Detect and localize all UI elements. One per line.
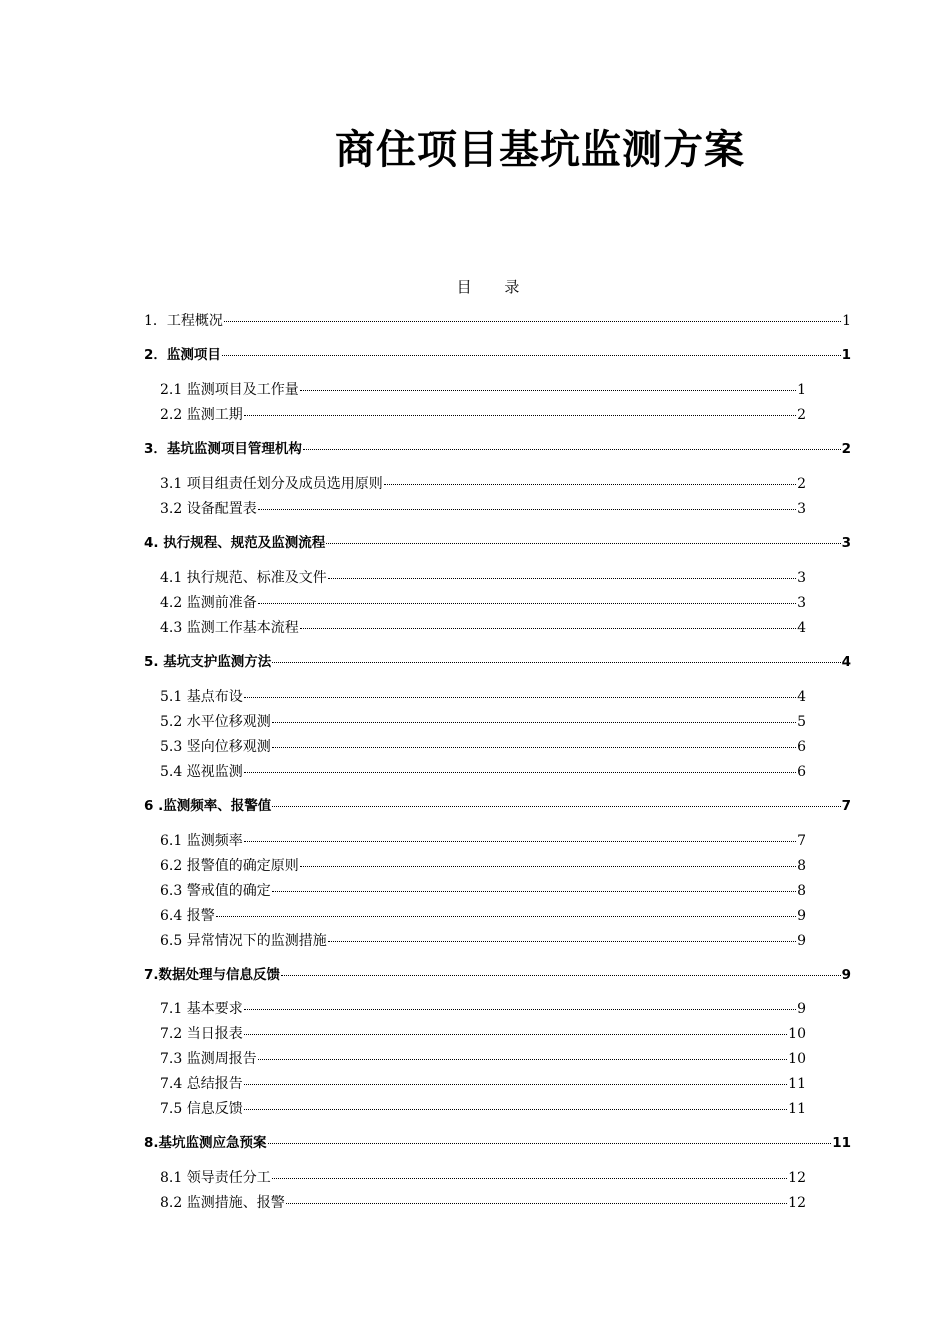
toc-subentry[interactable] xyxy=(160,618,806,638)
toc-page-number: 3 xyxy=(797,595,806,611)
toc-entry-label: 2.2 监测工期 xyxy=(160,407,243,423)
toc-leader-dots xyxy=(244,772,796,773)
toc-leader-dots xyxy=(272,662,840,663)
toc-leader-dots xyxy=(224,321,841,322)
toc-subentry[interactable] xyxy=(160,474,806,494)
toc-page-number: 1 xyxy=(841,347,851,363)
toc-page-number: 10 xyxy=(788,1051,806,1067)
toc-page-number: 8 xyxy=(797,858,806,874)
toc-page-number: 2 xyxy=(797,476,806,492)
toc-leader-dots xyxy=(258,509,796,510)
toc-subentry[interactable] xyxy=(160,1049,806,1069)
document-title: 商住项目基坑监测方案 xyxy=(335,127,745,173)
toc-entry-label: 3.1 项目组责任划分及成员选用原则 xyxy=(160,476,383,492)
toc-page-number: 11 xyxy=(832,1135,851,1151)
toc-subentry[interactable] xyxy=(160,931,806,951)
toc-page-number: 6 xyxy=(797,739,806,755)
toc-subentry[interactable] xyxy=(160,1099,806,1119)
toc-leader-dots xyxy=(326,543,840,544)
toc-leader-dots xyxy=(300,628,796,629)
toc-entry-label: 4.3 监测工作基本流程 xyxy=(160,620,299,636)
toc-subentry[interactable] xyxy=(160,1168,806,1188)
toc-leader-dots xyxy=(272,722,796,723)
toc-entry[interactable] xyxy=(144,796,851,816)
toc-leader-dots xyxy=(216,916,796,917)
toc-subentry[interactable] xyxy=(160,687,806,707)
toc-entry-label: 2．监测项目 xyxy=(144,347,221,363)
toc-page-number: 1 xyxy=(797,382,806,398)
toc-page-number: 7 xyxy=(797,833,806,849)
toc-page-number: 1 xyxy=(842,313,851,329)
toc-entry-label: 7.3 监测周报告 xyxy=(160,1051,257,1067)
toc-heading: 目 录 xyxy=(456,278,534,296)
toc-subentry[interactable] xyxy=(160,405,806,425)
toc-page-number: 3 xyxy=(797,501,806,517)
toc-leader-dots xyxy=(272,747,796,748)
toc-page-number: 8 xyxy=(797,883,806,899)
toc-subentry[interactable] xyxy=(160,380,806,400)
toc-subentry[interactable] xyxy=(160,593,806,613)
toc-entry-label: 4.1 执行规范、标准及文件 xyxy=(160,570,327,586)
toc-entry-label: 5.3 竖向位移观测 xyxy=(160,739,271,755)
toc-entry-label: 7.数据处理与信息反馈 xyxy=(144,967,281,983)
toc-page-number: 6 xyxy=(797,764,806,780)
toc-entry-label: 6 .监测频率、报警值 xyxy=(144,798,272,814)
toc-page-number: 11 xyxy=(788,1076,806,1092)
toc-page-number: 4 xyxy=(797,620,806,636)
toc-subentry[interactable] xyxy=(160,568,806,588)
toc-entry-label: 2.1 监测项目及工作量 xyxy=(160,382,299,398)
toc-entry-label: 6.2 报警值的确定原则 xyxy=(160,858,299,874)
toc-leader-dots xyxy=(328,578,796,579)
toc-page-number: 10 xyxy=(788,1026,806,1042)
toc-leader-dots xyxy=(272,806,840,807)
toc-entry-label: 7.5 信息反馈 xyxy=(160,1101,243,1117)
toc-page-number: 9 xyxy=(797,1001,806,1017)
toc-subentry[interactable] xyxy=(160,1024,806,1044)
toc-leader-dots xyxy=(244,697,796,698)
toc-page-number: 7 xyxy=(841,798,851,814)
toc-page-number: 12 xyxy=(788,1195,806,1211)
toc-leader-dots xyxy=(328,941,796,942)
toc-entry[interactable] xyxy=(144,1133,851,1153)
toc-entry-label: 8.2 监测措施、报警 xyxy=(160,1195,285,1211)
toc-page-number: 9 xyxy=(797,908,806,924)
toc-entry[interactable] xyxy=(144,533,851,553)
toc-page-number: 9 xyxy=(841,967,851,983)
toc-entry-label: 6.1 监测频率 xyxy=(160,833,243,849)
toc-entry-label: 8.基坑监测应急预案 xyxy=(144,1135,267,1151)
toc-leader-dots xyxy=(244,1084,787,1085)
toc-leader-dots xyxy=(244,1109,787,1110)
toc-subentry[interactable] xyxy=(160,831,806,851)
toc-leader-dots xyxy=(258,603,796,604)
toc-page-number: 3 xyxy=(841,535,851,551)
toc-subentry[interactable] xyxy=(160,499,806,519)
toc-entry-label: 5.1 基点布设 xyxy=(160,689,243,705)
toc-entry-label: 1．工程概况 xyxy=(144,313,223,329)
toc-entry[interactable] xyxy=(144,311,851,331)
toc-entry[interactable] xyxy=(144,345,851,365)
toc-entry-label: 4.2 监测前准备 xyxy=(160,595,257,611)
toc-entry[interactable] xyxy=(144,439,851,459)
toc-page-number: 12 xyxy=(788,1170,806,1186)
toc-subentry[interactable] xyxy=(160,906,806,926)
toc-entry-label: 5. 基坑支护监测方法 xyxy=(144,654,272,670)
toc-leader-dots xyxy=(272,1178,787,1179)
toc-entry-label: 7.2 当日报表 xyxy=(160,1026,243,1042)
toc-subentry[interactable] xyxy=(160,856,806,876)
toc-leader-dots xyxy=(272,891,796,892)
toc-entry-label: 7.1 基本要求 xyxy=(160,1001,243,1017)
toc-leader-dots xyxy=(300,866,796,867)
toc-entry-label: 5.4 巡视监测 xyxy=(160,764,243,780)
toc-entry-label: 4. 执行规程、规范及监测流程 xyxy=(144,535,326,551)
toc-leader-dots xyxy=(384,484,796,485)
toc-subentry[interactable] xyxy=(160,762,806,782)
toc-leader-dots xyxy=(244,415,796,416)
toc-leader-dots xyxy=(244,841,796,842)
toc-entry-label: 5.2 水平位移观测 xyxy=(160,714,271,730)
toc-entry-label: 3.2 设备配置表 xyxy=(160,501,257,517)
toc-leader-dots xyxy=(244,1009,796,1010)
toc-leader-dots xyxy=(244,1034,787,1035)
toc-page-number: 4 xyxy=(797,689,806,705)
toc-page-number: 4 xyxy=(841,654,851,670)
toc-entry-label: 6.3 警戒值的确定 xyxy=(160,883,271,899)
toc-entry-label: 8.1 领导责任分工 xyxy=(160,1170,271,1186)
toc-page-number: 2 xyxy=(841,441,851,457)
toc-leader-dots xyxy=(281,975,841,976)
toc-page-number: 9 xyxy=(797,933,806,949)
toc-entry-label: 7.4 总结报告 xyxy=(160,1076,243,1092)
toc-subentry[interactable] xyxy=(160,737,806,757)
toc-entry-label: 6.5 异常情况下的监测措施 xyxy=(160,933,327,949)
toc-leader-dots xyxy=(268,1143,832,1144)
toc-subentry[interactable] xyxy=(160,999,806,1019)
toc-leader-dots xyxy=(222,355,841,356)
toc-page-number: 11 xyxy=(788,1101,806,1117)
toc-leader-dots xyxy=(286,1203,787,1204)
toc-subentry[interactable] xyxy=(160,881,806,901)
toc-subentry[interactable] xyxy=(160,1193,806,1213)
toc-entry-label: 6.4 报警 xyxy=(160,908,215,924)
toc-entry[interactable] xyxy=(144,965,851,985)
toc-leader-dots xyxy=(300,390,796,391)
toc-subentry[interactable] xyxy=(160,712,806,732)
toc-subentry[interactable] xyxy=(160,1074,806,1094)
toc-page-number: 5 xyxy=(797,714,806,730)
toc-leader-dots xyxy=(303,449,841,450)
toc-page-number: 3 xyxy=(797,570,806,586)
toc-entry[interactable] xyxy=(144,652,851,672)
toc-entry-label: 3．基坑监测项目管理机构 xyxy=(144,441,302,457)
toc-page-number: 2 xyxy=(797,407,806,423)
toc-leader-dots xyxy=(258,1059,787,1060)
